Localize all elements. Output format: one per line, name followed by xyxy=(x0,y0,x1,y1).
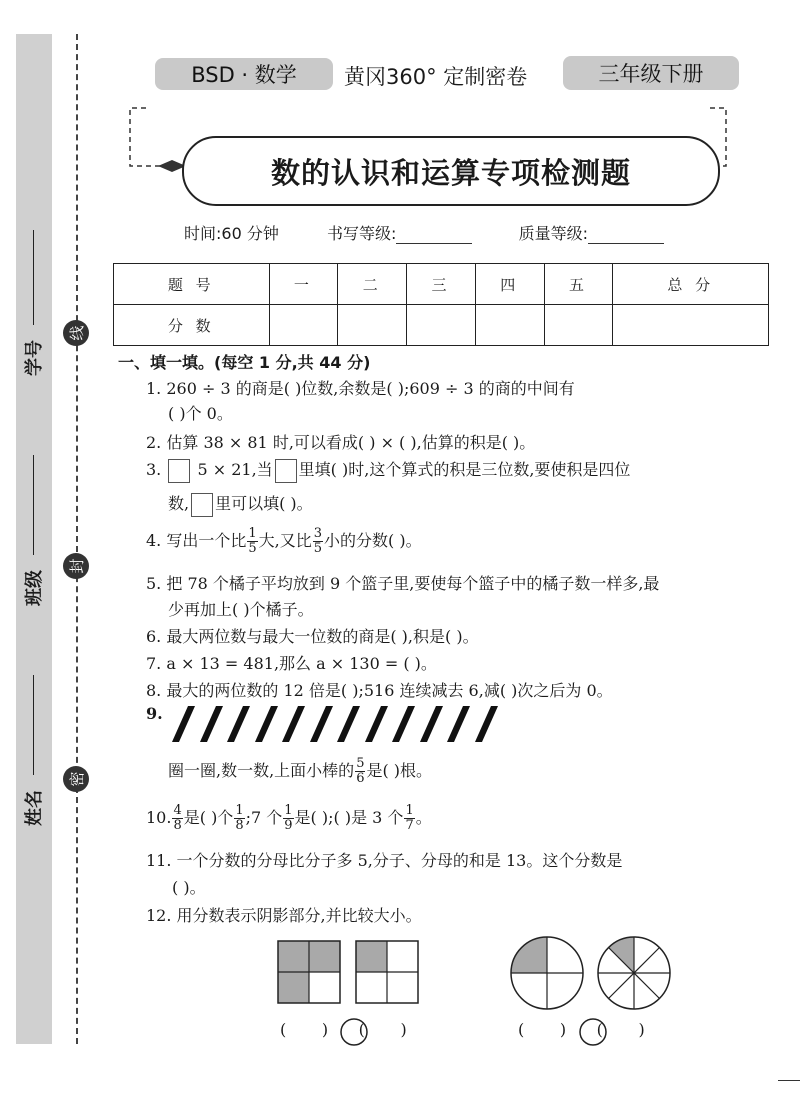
score-cell[interactable] xyxy=(338,305,407,346)
stick xyxy=(227,706,250,742)
subject-pill: BSD · 数学 xyxy=(155,58,333,90)
fraction: $\frac{3}{5}$ xyxy=(313,526,323,556)
score-header-cell: 二 xyxy=(338,264,407,305)
question-5-line1: 5. 把 78 个橘子平均放到 9 个篮子里,要使每个篮子中的橘子数一样多,最 xyxy=(146,574,660,593)
score-row-label: 分 数 xyxy=(114,305,270,346)
question-12: 12. 用分数表示阴影部分,并比较大小。 xyxy=(146,906,422,925)
q3-number: 3. xyxy=(146,460,162,479)
q10-text-a: 是( )个 xyxy=(183,808,234,827)
square-figure-1 xyxy=(278,941,340,1003)
seal-mi: 密 xyxy=(63,766,89,792)
name-line xyxy=(33,675,34,775)
quality-grade-label: 质量等级: xyxy=(518,224,589,243)
score-header-row xyxy=(114,264,769,305)
score-cell[interactable] xyxy=(475,305,544,346)
score-cell[interactable] xyxy=(407,305,476,346)
page-corner-mark xyxy=(778,1080,800,1081)
q10-text-d: 。 xyxy=(415,808,432,827)
blank-box[interactable] xyxy=(275,459,297,483)
stick xyxy=(172,706,195,742)
question-3-line1 xyxy=(146,457,630,483)
grade-pill: 三年级下册 xyxy=(563,56,739,90)
question-4 xyxy=(146,527,422,556)
stick xyxy=(199,706,222,742)
q3-text: 里填( )时,这个算式的积是三位数,要使积是四位 xyxy=(298,460,631,479)
circle-figure-1 xyxy=(511,937,583,1009)
stick xyxy=(282,706,305,742)
q3-text-b: 数, xyxy=(168,494,190,513)
q4-text-tail: 小的分数( )。 xyxy=(324,531,422,550)
question-8: 8. 最大的两位数的 12 倍是( );516 连续减去 6,减( )次之后为 0。 xyxy=(146,681,613,700)
class-label: 班级 xyxy=(24,570,45,606)
stick xyxy=(392,706,415,742)
q10-number: 10. xyxy=(146,808,172,827)
question-6: 6. 最大两位数与最大一位数的商是( ),积是( )。 xyxy=(146,627,479,646)
q3-expression: 5 × 21,当 xyxy=(197,460,273,479)
q10-text-c: 是( );( )是 3 个 xyxy=(294,808,404,827)
fraction: $\frac{1}{5}$ xyxy=(248,526,257,556)
cut-line xyxy=(76,34,78,1044)
question-2: 2. 估算 38 × 81 时,可以看成( ) × ( ),估算的积是( )。 xyxy=(146,433,536,452)
fraction: $\frac{4}{8}$ xyxy=(173,803,182,833)
score-cell[interactable] xyxy=(544,305,613,346)
fraction: $\frac{1}{8}$ xyxy=(235,803,244,833)
score-row xyxy=(114,305,769,346)
question-7: 7. a × 13 = 481,那么 a × 130 = ( )。 xyxy=(146,654,437,673)
score-header-cell: 总 分 xyxy=(613,264,769,305)
stick xyxy=(419,706,442,742)
score-header-cell: 题 号 xyxy=(114,264,270,305)
question-1-line2: ( )个 0。 xyxy=(168,404,233,423)
seal-feng: 封 xyxy=(63,553,89,579)
question-5-line2: 少再加上( )个橘子。 xyxy=(168,600,314,619)
stick xyxy=(474,706,497,742)
stick xyxy=(447,706,470,742)
blank-box[interactable] xyxy=(191,493,213,517)
q12-figures xyxy=(270,935,700,1010)
fraction: $\frac{1}{7}$ xyxy=(405,803,414,833)
stick xyxy=(254,706,277,742)
q4-text: 4. 写出一个比 xyxy=(146,531,247,550)
score-cell[interactable] xyxy=(613,305,769,346)
fraction: $\frac{5}{6}$ xyxy=(356,756,365,786)
square-figure-2 xyxy=(356,941,418,1003)
score-header-cell: 一 xyxy=(269,264,338,305)
score-table xyxy=(113,263,769,346)
question-11-line2: ( )。 xyxy=(172,878,206,897)
q4-text-mid: 大,又比 xyxy=(258,531,312,550)
compare-circle-left[interactable] xyxy=(339,1017,369,1047)
student-id-label: 学号 xyxy=(24,340,45,376)
writing-grade-field[interactable] xyxy=(396,227,472,244)
page-title: 数的认识和运算专项检测题 xyxy=(182,136,720,206)
stick xyxy=(337,706,360,742)
q9-text-tail: 是( )根。 xyxy=(366,761,433,780)
fraction: $\frac{1}{9}$ xyxy=(284,803,293,833)
circle-figure-2 xyxy=(598,937,670,1009)
section-heading: 一、填一填。(每空 1 分,共 44 分) xyxy=(118,353,371,372)
q10-text-b: ;7 个 xyxy=(245,808,283,827)
exam-meta xyxy=(184,221,664,244)
writing-grade-label: 书写等级: xyxy=(327,224,397,243)
score-header-cell: 五 xyxy=(544,264,613,305)
compare-circle-right[interactable] xyxy=(578,1017,608,1047)
question-1-line1: 1. 260 ÷ 3 的商是( )位数,余数是( );609 ÷ 3 的商的中间有 xyxy=(146,379,575,398)
score-header-cell: 三 xyxy=(407,264,476,305)
stick xyxy=(364,706,387,742)
seal-xian: 线 xyxy=(63,320,89,346)
question-9-number: 9. xyxy=(146,704,163,723)
question-10 xyxy=(146,804,432,833)
score-header-cell: 四 xyxy=(475,264,544,305)
class-line xyxy=(33,455,34,555)
question-3-line2 xyxy=(168,491,313,517)
stick xyxy=(309,706,332,742)
name-label: 姓名 xyxy=(24,790,45,826)
question-11-line1: 11. 一个分数的分母比分子多 5,分子、分母的和是 13。这个分数是 xyxy=(146,851,623,870)
blank-box[interactable] xyxy=(168,459,190,483)
question-9-text xyxy=(168,757,432,786)
answer-blanks: ( ) ( ) xyxy=(518,1020,645,1039)
quality-grade-field[interactable] xyxy=(588,227,664,244)
answer-blanks: ( ) ( ) xyxy=(280,1020,407,1039)
time-text: 时间:60 分钟 xyxy=(184,224,279,243)
brand-text: 黄冈360° 定制密卷 xyxy=(344,65,528,89)
q3-text-c: 里可以填( )。 xyxy=(215,494,313,513)
binding-strip xyxy=(16,34,52,1044)
student-id-line xyxy=(33,230,34,325)
q9-text: 圈一圈,数一数,上面小棒的 xyxy=(168,761,355,780)
score-cell[interactable] xyxy=(269,305,338,346)
